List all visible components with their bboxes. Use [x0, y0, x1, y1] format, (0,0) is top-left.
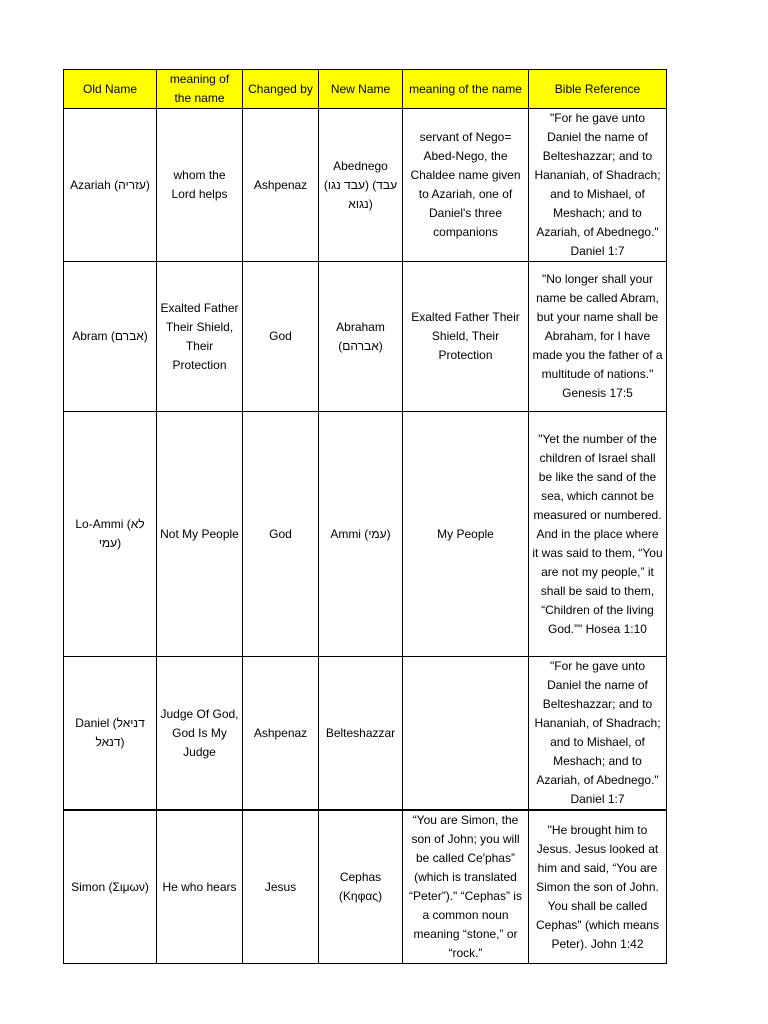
names-table	[63, 69, 667, 964]
header-old-meaning: meaning of the name	[157, 70, 243, 109]
new-name-cell: Belteshazzar	[319, 657, 403, 811]
table-row	[64, 262, 667, 412]
header-row	[64, 70, 667, 109]
old-meaning-cell: He who hears	[157, 810, 243, 964]
table-row	[64, 109, 667, 262]
changed-by-cell: God	[243, 262, 319, 412]
new-meaning-cell: servant of Nego= Abed-Nego, the Chaldee name given to Azariah, one of Daniel's three companions	[403, 109, 529, 262]
header-bible-reference: Bible Reference	[529, 70, 667, 109]
old-name-cell: Lo-Ammi (לא עמי)	[64, 412, 157, 657]
table-row	[64, 810, 667, 964]
new-name-cell: Abraham (אברהם)	[319, 262, 403, 412]
table-row	[64, 412, 667, 657]
new-meaning-cell	[403, 657, 529, 811]
changed-by-cell: Ashpenaz	[243, 109, 319, 262]
reference-cell: "Yet the number of the children of Israel shall be like the sand of the sea, which cannot be measured or numbered. And in the place where it was said to them, “You are not my people,” it shall be said to them, “Children of the living God.”" Hosea 1:10	[529, 412, 667, 657]
new-name-cell: Ammi (עמי)	[319, 412, 403, 657]
old-name-cell: Simon (Σιμων)	[64, 810, 157, 964]
reference-cell: "For he gave unto Daniel the name of Belteshazzar; and to Hananiah, of Shadrach; and to Mishael, of Meshach; and to Azariah, of Abednego." Daniel 1:7	[529, 109, 667, 262]
old-meaning-cell: Exalted Father Their Shield, Their Protection	[157, 262, 243, 412]
old-meaning-cell: Judge Of God, God Is My Judge	[157, 657, 243, 811]
new-name-cell: Abednego (עבד נגו) (עבד נגוא)	[319, 109, 403, 262]
reference-cell: "No longer shall your name be called Abram, but your name shall be Abraham, for I have made you the father of a multitude of nations." Genesis 17:5	[529, 262, 667, 412]
old-name-cell: Daniel (דניאל דנאל)	[64, 657, 157, 811]
header-old-name: Old Name	[64, 70, 157, 109]
reference-cell: "For he gave unto Daniel the name of Belteshazzar; and to Hananiah, of Shadrach; and to Mishael, of Meshach; and to Azariah, of Abednego." Daniel 1:7	[529, 657, 667, 811]
old-meaning-cell: Not My People	[157, 412, 243, 657]
table-row	[64, 657, 667, 811]
reference-cell: "He brought him to Jesus. Jesus looked at him and said, “You are Simon the son of John. You shall be called Cephas" (which means Peter). John 1:42	[529, 810, 667, 964]
old-name-cell: Azariah (עזריה)	[64, 109, 157, 262]
changed-by-cell: Ashpenaz	[243, 657, 319, 811]
changed-by-cell: God	[243, 412, 319, 657]
new-name-cell: Cephas (Κηφας)	[319, 810, 403, 964]
changed-by-cell: Jesus	[243, 810, 319, 964]
header-changed-by: Changed by	[243, 70, 319, 109]
header-new-name: New Name	[319, 70, 403, 109]
new-meaning-cell: Exalted Father Their Shield, Their Protection	[403, 262, 529, 412]
new-meaning-cell: My People	[403, 412, 529, 657]
header-new-meaning: meaning of the name	[403, 70, 529, 109]
old-meaning-cell: whom the Lord helps	[157, 109, 243, 262]
old-name-cell: Abram (אברם)	[64, 262, 157, 412]
new-meaning-cell: “You are Simon, the son of John; you will be called Ce′phas” (which is translated “Peter”)." “Cephas” is a common noun meaning “stone,” or “rock.”	[403, 810, 529, 964]
